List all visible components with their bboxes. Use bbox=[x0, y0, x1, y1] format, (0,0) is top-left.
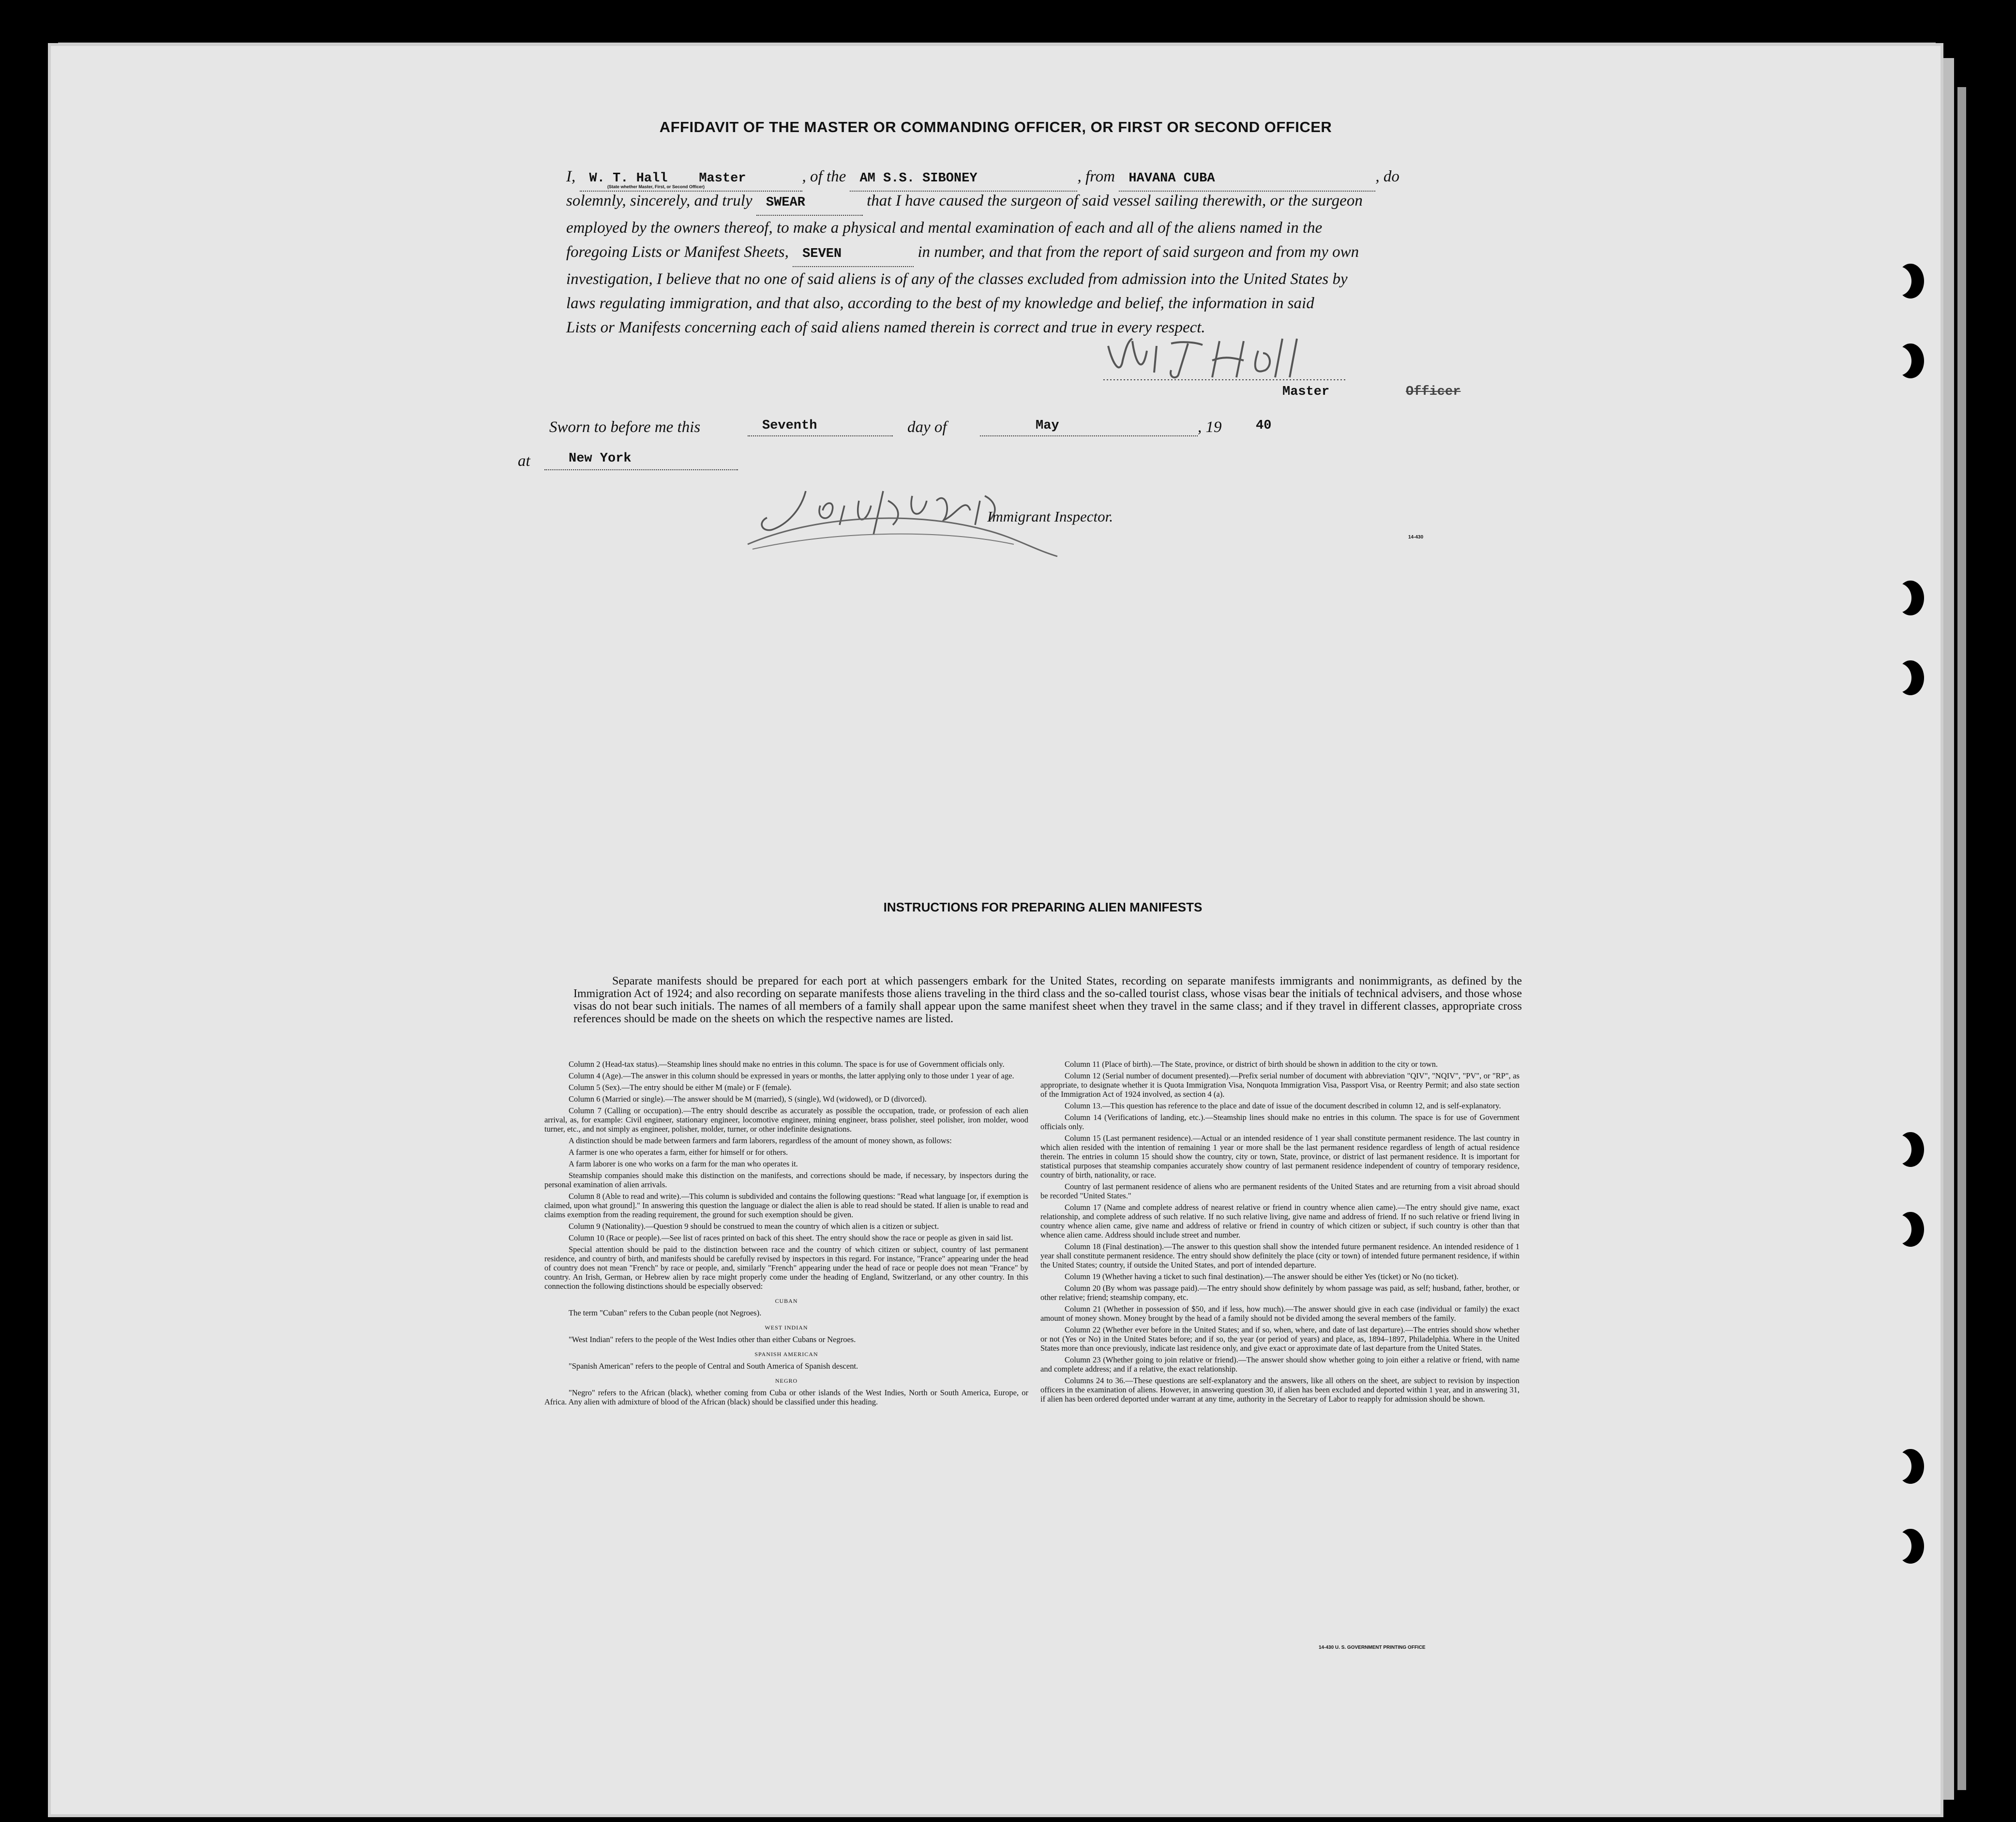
instruction-paragraph: Column 6 (Married or single).—The answer should be M (married), S (single), Wd (widowed), or D (divorced). bbox=[569, 1094, 927, 1104]
sworn-place: New York bbox=[569, 451, 632, 466]
affidavit-line bbox=[566, 240, 1510, 267]
instructions-right-column bbox=[1040, 1060, 1520, 1406]
affidavit-text: I, bbox=[566, 168, 576, 185]
affidavit-title: AFFIDAVIT OF THE MASTER OR COMMANDING OFFICER, OR FIRST OR SECOND OFFICER bbox=[659, 119, 1332, 135]
race-heading: NEGRO bbox=[775, 1377, 798, 1384]
affidavit-text: that I have caused the surgeon of said vessel sailing therewith, or the surgeon bbox=[867, 192, 1363, 209]
printer-imprint: 14-430 U. S. GOVERNMENT PRINTING OFFICE bbox=[1319, 1645, 1426, 1650]
sworn-at-label: at bbox=[518, 452, 530, 470]
instruction-paragraph: Column 22 (Whether ever before in the United States; and if so, when, where, and date of last departure).—The entries should show whether or not (Yes or No) in the United States before; and if so, the year (or period of years) and place, as, 1894–1897, Philadelphia. Where in the United States more than once previously, indicate last residence only, and give exact or approximate date of last departure from the United States. bbox=[1040, 1325, 1520, 1353]
page-edge-right-2 bbox=[1957, 87, 1966, 1790]
instruction-paragraph: Column 13.—This question has reference to the place and date of issue of the document described in column 12, and is self-explanatory. bbox=[1065, 1101, 1501, 1110]
instruction-paragraph: Column 10 (Race or people).—See list of races printed on back of this sheet. The entry should show the race or people as given in said list. bbox=[569, 1233, 1013, 1242]
affidavit-text: , do bbox=[1375, 168, 1399, 185]
officer-name: W. T. Hall bbox=[589, 171, 668, 186]
instruction-paragraph: A distinction should be made between farmers and farm laborers, regardless of the amount of money shown, as follows: bbox=[569, 1136, 952, 1145]
instruction-paragraph: Column 18 (Final destination).—The answer to this question shall show the intended future permanent residence. An intended residence of 1 year shall constitute permanent residence. The entry should show definitely the place (city or town) of intended future permanent residence, if within the United States; country, if outside the United States, and port of intended departure. bbox=[1040, 1242, 1520, 1269]
rank-note: (State whether Master, First, or Second Officer) bbox=[607, 184, 705, 189]
instructions-intro: Separate manifests should be prepared for each port at which passengers embark for the United States, recording on separate manifests immigrants and nonimmigrants, as defined by the Immigration Act of 1924; and also recording on separate manifests those aliens traveling in the third class and the so-called tourist class, whose visas bear the initials of technical advisers, and those whose visas do not bear such initials. The names of all members of a family shall appear upon the same manifest sheet when they travel in the same class; and if they travel in different classes, appropriate cross references should be made on the sheets on which the respective names are listed. bbox=[573, 975, 1522, 1025]
instruction-paragraph: Country of last permanent residence of aliens who are permanent residents of the United States and are returning from a visit abroad should be recorded "United States." bbox=[1040, 1182, 1520, 1200]
instructions-title: INSTRUCTIONS FOR PREPARING ALIEN MANIFESTS bbox=[883, 900, 1203, 914]
race-heading: WEST INDIAN bbox=[765, 1324, 808, 1331]
instruction-paragraph: Column 14 (Verifications of landing, etc.).—Steamship lines should make no entries in this column. The space is for use of Government officials only. bbox=[1040, 1113, 1520, 1131]
affidavit-text: in number, and that from the report of said surgeon and from my own bbox=[918, 243, 1359, 261]
instruction-paragraph: Column 20 (By whom was passage paid).—The entry should show definitely by whom passage was paid, as self; husband, father, brother, or other relative; friend; steamship company, etc. bbox=[1040, 1284, 1520, 1302]
affidavit-text: , of the bbox=[802, 168, 846, 185]
instruction-paragraph: A farm laborer is one who works on a farm for the man who operates it. bbox=[569, 1159, 798, 1168]
signer-title: Master bbox=[1282, 385, 1330, 399]
instruction-paragraph: Column 7 (Calling or occupation).—The entry should describe as accurately as possible the occupation, trade, or profession of each alien arrival, as, for example: Civil engineer, stationary engineer, locomotive engineer, mining engineer, brass polisher, steel polisher, iron molder, wood turner, etc., and not simply as engineer, polisher, molder, turner, or other indefinite designations. bbox=[544, 1106, 1028, 1134]
affidavit-line: investigation, I believe that no one of said aliens is of any of the classes excluded from admission into the United States by bbox=[566, 270, 1348, 288]
sworn-month-line bbox=[980, 435, 1198, 436]
oath-field: SWEAR bbox=[756, 191, 863, 216]
binder-hole bbox=[1897, 1449, 1924, 1484]
race-definition: "Spanish American" refers to the people of Central and South America of Spanish descent. bbox=[569, 1361, 858, 1371]
binder-hole bbox=[1897, 1212, 1924, 1247]
instruction-paragraph: Column 23 (Whether going to join relative or friend).—The answer should show whether going to join either a relative or friend, with name and complete address; and if a relative, the exact relationship. bbox=[1040, 1355, 1520, 1374]
race-definition: "Negro" refers to the African (black), whether coming from Cuba or other islands of the West Indies, North or South America, Europe, or Africa. Any alien with admixture of blood of the African (black) should be classified under this heading. bbox=[544, 1388, 1028, 1406]
instruction-paragraph: Column 2 (Head-tax status).—Steamship lines should make no entries in this column. The space is for use of Government officials only. bbox=[569, 1060, 1005, 1069]
inspector-label: Immigrant Inspector. bbox=[987, 508, 1113, 525]
page-edge-right bbox=[1941, 58, 1954, 1800]
instruction-paragraph: Column 9 (Nationality).—Question 9 should be construed to mean the country of which alien is a citizen or subject. bbox=[569, 1222, 939, 1231]
binder-hole bbox=[1897, 1529, 1924, 1564]
officer-rank: Master bbox=[699, 171, 746, 186]
affidavit-line: Lists or Manifests concerning each of said aliens named therein is correct and true in every respect. bbox=[566, 319, 1205, 336]
instruction-paragraph: Column 21 (Whether in possession of $50, and if less, how much).—The answer should give in each case (individual or family) the exact amount of money shown. Money brought by the head of a family should not be divided among the several members of the family. bbox=[1040, 1304, 1520, 1323]
document-sheet bbox=[51, 46, 1941, 1814]
binder-hole bbox=[1897, 264, 1924, 299]
race-definition: The term "Cuban" refers to the Cuban people (not Negroes). bbox=[569, 1308, 762, 1317]
instruction-paragraph: Column 12 (Serial number of document presented).—Prefix serial number of document with abbreviation "QIV", "NQIV", "PV", or "RP", as appropriate, to designate whether it is Quota Immigration Visa, Nonquota Immigration Visa, Passport Visa, or Reentry Permit; and also state section of the Immigration Act of 1924 involved, as section 4 (a). bbox=[1040, 1071, 1520, 1099]
sworn-day: Seventh bbox=[762, 418, 817, 433]
affidavit-line: laws regulating immigration, and that also, according to the best of my knowledge and belief, the information in said bbox=[566, 295, 1314, 312]
affidavit-text: solemnly, sincerely, and truly bbox=[566, 192, 752, 209]
instructions-left-column bbox=[544, 1060, 1028, 1409]
race-definition: "West Indian" refers to the people of the West Indies other than either Cubans or Negroes. bbox=[569, 1335, 856, 1344]
instruction-paragraph: Steamship companies should make this distinction on the manifests, and corrections should be made, if necessary, by inspectors during the personal examination of alien arrivals. bbox=[544, 1171, 1028, 1189]
race-heading: CUBAN bbox=[775, 1298, 798, 1304]
race-heading: SPANISH AMERICAN bbox=[754, 1351, 818, 1358]
port-field: HAVANA CUBA bbox=[1119, 166, 1375, 192]
binder-hole bbox=[1897, 1132, 1924, 1167]
binder-hole bbox=[1897, 581, 1924, 615]
sworn-label: Sworn to before me this bbox=[549, 418, 701, 436]
sworn-month: May bbox=[1036, 418, 1059, 433]
instruction-paragraph: Column 8 (Able to read and write).—This column is subdivided and contains the following questions: "Read what language [or, if exemption is claimed, upon what ground]." In answering this question the language or dialect the alien is able to read should be stated. If alien is unable to read and claims exemption from the reading requirement, the ground for such exemption should be given. bbox=[544, 1192, 1028, 1219]
signer-struck: Officer bbox=[1406, 385, 1461, 399]
affidavit-text: foregoing Lists or Manifest Sheets, bbox=[566, 243, 789, 261]
instruction-paragraph: Column 5 (Sex).—The entry should be either M (male) or F (female). bbox=[569, 1083, 792, 1092]
affidavit-line bbox=[566, 189, 1510, 216]
instruction-paragraph: A farmer is one who operates a farm, either for himself or for others. bbox=[569, 1148, 788, 1157]
instruction-paragraph: Column 15 (Last permanent residence).—Actual or an intended residence of 1 year shall constitute permanent residence. The last country in which alien resided with the intention of remaining 1 year or more shall be the last permanent residence regardless of length of actual residence therein. The entries in column 15 should show the country, city or town, State, province, or district of last permanent residence. It is important for statistical purposes that steamship companies accurately show country of last permanent residence independent of country of temporary residence, country of birth, nationality, or race. bbox=[1040, 1134, 1520, 1180]
sworn-text: day of bbox=[907, 418, 947, 436]
sheets-field: SEVEN bbox=[793, 242, 914, 267]
master-signature bbox=[1098, 331, 1350, 385]
binder-hole bbox=[1897, 343, 1924, 378]
sworn-text: , 19 bbox=[1198, 418, 1222, 436]
affidavit-body bbox=[566, 164, 1510, 340]
place-line bbox=[544, 469, 738, 470]
binder-hole bbox=[1897, 660, 1924, 695]
instruction-paragraph: Column 19 (Whether having a ticket to such final destination).—The answer should be either Yes (ticket) or No (no ticket). bbox=[1065, 1272, 1459, 1281]
page-edge-top bbox=[58, 43, 1936, 45]
sworn-year: 40 bbox=[1256, 418, 1272, 433]
affidavit-text: , from bbox=[1077, 168, 1115, 185]
sworn-day-line bbox=[748, 435, 893, 436]
instruction-paragraph: Special attention should be paid to the distinction between race and the country of which citizen or subject, country of last permanent residence, and country of birth, and manifests should be carefully revised by inspectors in this regard. For instance, "France" appearing under the head of country does not mean "French" by race or people, and, similarly "French" appearing under the head of race or people does not mean "France" by country. An Irish, German, or Hebrew alien by race might properly come under the heading of England, Switzerland, or any other country. In this connection the following distinctions should be especially observed: bbox=[544, 1245, 1028, 1291]
affidavit-line bbox=[566, 164, 1510, 192]
instruction-paragraph: Columns 24 to 36.—These questions are self-explanatory and the answers, like all others on the sheet, are subject to revision by inspection officers in the examination of aliens. However, in answering question 30, if alien has been excluded and deported within 1 year, and in answering 31, if alien has been ordered deported under warrant at any time, authority in the Secretary of Labor to reapply for admission should be shown. bbox=[1040, 1376, 1520, 1404]
form-number: 14-430 bbox=[1408, 535, 1424, 540]
instruction-paragraph: Column 17 (Name and complete address of nearest relative or friend in country whence alien came).—The entry should give name, exact relationship, and complete address of such relative. If no such relative living, give name and address of friend. If no such relative or friend living in country whence alien came, give name and address of relative or friend in country of which citizen or subject, if such country is other than that whence alien came. Address should include street and number. bbox=[1040, 1203, 1520, 1240]
vessel-field: AM S.S. SIBONEY bbox=[850, 166, 1077, 192]
instruction-paragraph: Column 4 (Age).—The answer in this column should be expressed in years or months, the latter applying only to those under 1 year of age. bbox=[569, 1071, 1014, 1080]
instruction-paragraph: Column 11 (Place of birth).—The State, province, or district of birth should be shown in addition to the city or town. bbox=[1065, 1060, 1438, 1069]
affidavit-line: employed by the owners thereof, to make a physical and mental examination of each and all of the aliens named in the bbox=[566, 219, 1323, 237]
